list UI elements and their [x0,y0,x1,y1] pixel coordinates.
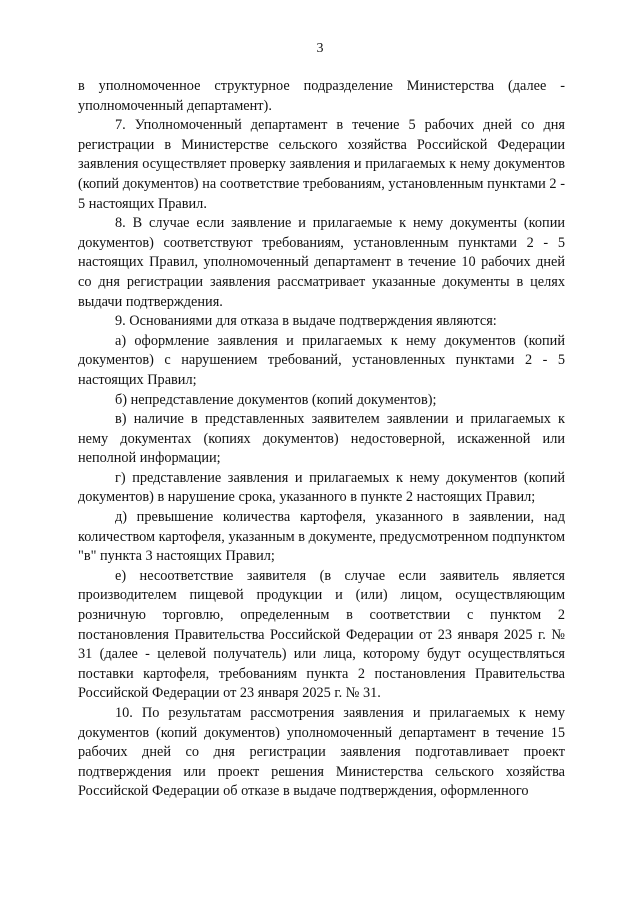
paragraph-7: 7. Уполномоченный департамент в течение 5 рабочих дней со дня регистрации в Министерстве сельского хозяйства Российской Федерации заявления осуществляет проверку заявления и прилагаемых к нему документов (копий документов) на соответствие требованиям, установленным пунктами 2 - 5 настоящих Правил. [78,117,565,212]
subparagraph-a: а) оформление заявления и прилагаемых к нему документов (копий документов) с нарушением требований, установленных пунктами 2 - 5 настоящих Правил; [78,332,565,388]
paragraph-10: 10. По результатам рассмотрения заявления и прилагаемых к нему документов (копий документов) уполномоченный департамент в течение 15 рабочих дней со дня регистрации заявления подготавливает проект подтверждения или проект решения Министерства сельского хозяйства Российской Федерации об отказе в выдаче подтверждения, оформленного [78,705,565,800]
subparagraph-v: в) наличие в представленных заявителем заявлении и прилагаемых к нему документах (копиях документов) недостоверной, искаженной или неполной информации; [78,411,565,467]
subparagraph-e: е) несоответствие заявителя (в случае если заявитель является производителем пищевой продукции и (или) лицом, осуществляющим розничную торговлю, определенным в соответствии с пунктом 2 постановления Правительства Российской Федерации от 23 января 2025 г. № 31 (далее - целевой получатель) или лица, которому будут осуществляться поставки картофеля, требованиям пункта 2 постановления Правительства Российской Федерации от 23 января 2025 г. № 31. [78,567,565,702]
paragraph-9: 9. Основаниями для отказа в выдаче подтверждения являются: [115,313,497,330]
paragraph-8: 8. В случае если заявление и прилагаемые к нему документы (копии документов) соответствуют требованиям, установленным пунктами 2 - 5 настоящих Правил, уполномоченный департамент в течение 10 рабочих дней со дня регистрации заявления рассматривает указанные документы в целях выдачи подтверждения. [78,215,565,310]
subparagraph-d: д) превышение количества картофеля, указанного в заявлении, над количеством картофеля, указанным в документе, предусмотренном подпунктом "в" пункта 3 настоящих Правил; [78,509,565,565]
subparagraph-b: б) непредставление документов (копий документов); [115,391,437,408]
subparagraph-g: г) представление заявления и прилагаемых к нему документов (копий документов) в нарушение срока, указанного в пункте 2 настоящих Правил; [78,469,565,506]
paragraph-continuation: в уполномоченное структурное подразделение Министерства (далее - уполномоченный департамент). [78,78,565,114]
document-body [78,77,565,802]
page-number: 3 [316,41,324,56]
